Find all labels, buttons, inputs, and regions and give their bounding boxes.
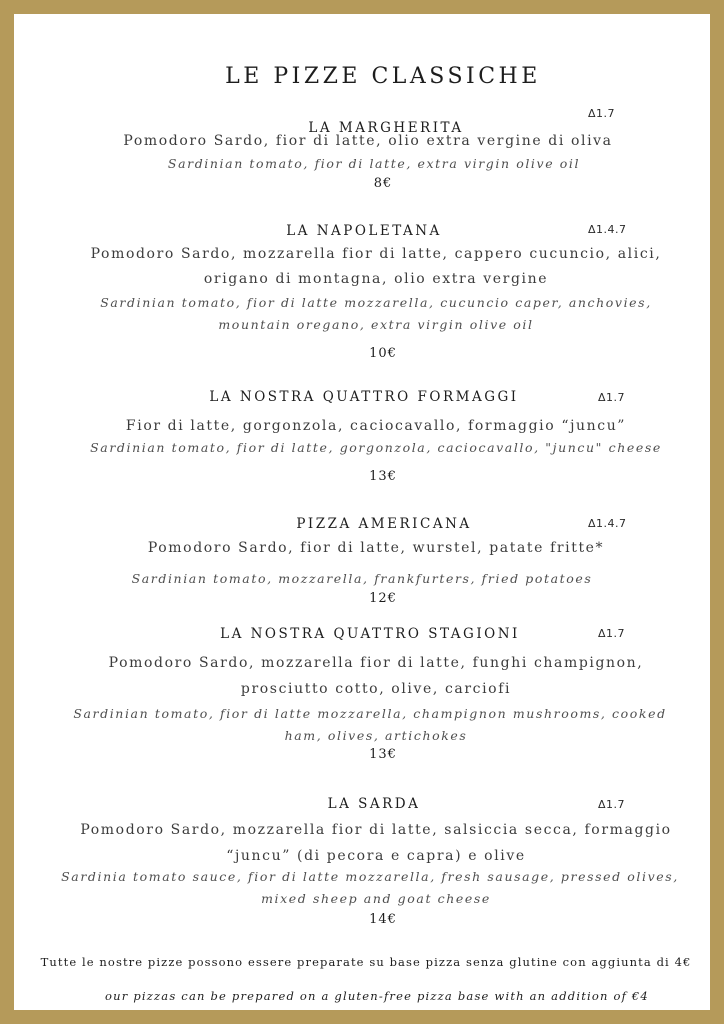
pizza-description-en: mixed sheep and goat cheese (261, 891, 491, 906)
pizza-name-quattro-formaggi: LA NOSTRA QUATTRO FORMAGGI (209, 389, 519, 405)
pizza-description-en: mountain oregano, extra virgin olive oil (218, 317, 534, 332)
pizza-description-en: Sardinian tomato, mozzarella, frankfurters, fried potatoes (131, 571, 593, 586)
pizza-price: 14€ (369, 912, 397, 927)
pizza-description-it: Fior di latte, gorgonzola, caciocavallo, formaggio “juncu” (125, 418, 627, 434)
pizza-description-it: Pomodoro Sardo, mozzarella fior di latte, funghi champignon, (108, 655, 644, 671)
pizza-description-en: Sardinian tomato, fior di latte, gorgonzola, caciocavallo, "juncu" cheese (90, 440, 662, 455)
pizza-description-en: Sardinian tomato, fior di latte mozzarella, cucuncio caper, anchovies, (100, 295, 652, 310)
menu-title: LE PIZZE CLASSICHE (225, 64, 541, 89)
pizza-description-en: ham, olives, artichokes (284, 728, 468, 743)
allergen-code: Δ1.7 (598, 627, 626, 640)
pizza-price: 10€ (369, 346, 397, 361)
pizza-description-it: Pomodoro Sardo, mozzarella fior di latte, salsiccia secca, formaggio (80, 822, 672, 838)
allergen-code: Δ1.7 (598, 391, 626, 404)
pizza-name-quattro-stagioni: LA NOSTRA QUATTRO STAGIONI (220, 626, 520, 642)
pizza-price: 13€ (369, 469, 397, 484)
pizza-price: 12€ (369, 591, 397, 606)
pizza-price: 8€ (373, 176, 393, 191)
pizza-description-it: prosciutto cotto, olive, carciofi (240, 681, 512, 697)
pizza-name-americana: PIZZA AMERICANA (296, 516, 472, 532)
pizza-name-margherita: LA MARGHERITA (308, 120, 464, 136)
pizza-description-it: Pomodoro Sardo, mozzarella fior di latte, cappero cucuncio, alici, (90, 246, 662, 262)
pizza-description-it: Pomodoro Sardo, fior di latte, olio extra vergine di oliva (123, 133, 613, 149)
pizza-description-en: Sardinian tomato, fior di latte, extra virgin olive oil (167, 156, 581, 171)
pizza-description-it: Pomodoro Sardo, fior di latte, wurstel, patate fritte* (147, 540, 605, 556)
pizza-price: 13€ (369, 747, 397, 762)
allergen-code: Δ1.7 (598, 798, 626, 811)
gluten-free-note-en: our pizzas can be prepared on a gluten-free pizza base with an addition of €4 (105, 989, 649, 1003)
pizza-description-it: origano di montagna, olio extra vergine (203, 271, 549, 287)
gluten-free-note-it: Tutte le nostre pizze possono essere preparate su base pizza senza glutine con aggiunta di 4€ (40, 955, 692, 969)
pizza-name-napoletana: LA NAPOLETANA (286, 223, 442, 239)
pizza-description-en: Sardinian tomato, fior di latte mozzarella, champignon mushrooms, cooked (73, 706, 667, 721)
pizza-description-en: Sardinia tomato sauce, fior di latte mozzarella, fresh sausage, pressed olives, (61, 869, 679, 884)
pizza-name-sarda: LA SARDA (327, 796, 421, 812)
allergen-code: Δ1.4.7 (588, 517, 627, 530)
menu-page (14, 14, 710, 1010)
pizza-description-it: “juncu” (di pecora e capra) e olive (226, 848, 526, 864)
allergen-code: Δ1.7 (588, 107, 616, 120)
allergen-code: Δ1.4.7 (588, 223, 627, 236)
